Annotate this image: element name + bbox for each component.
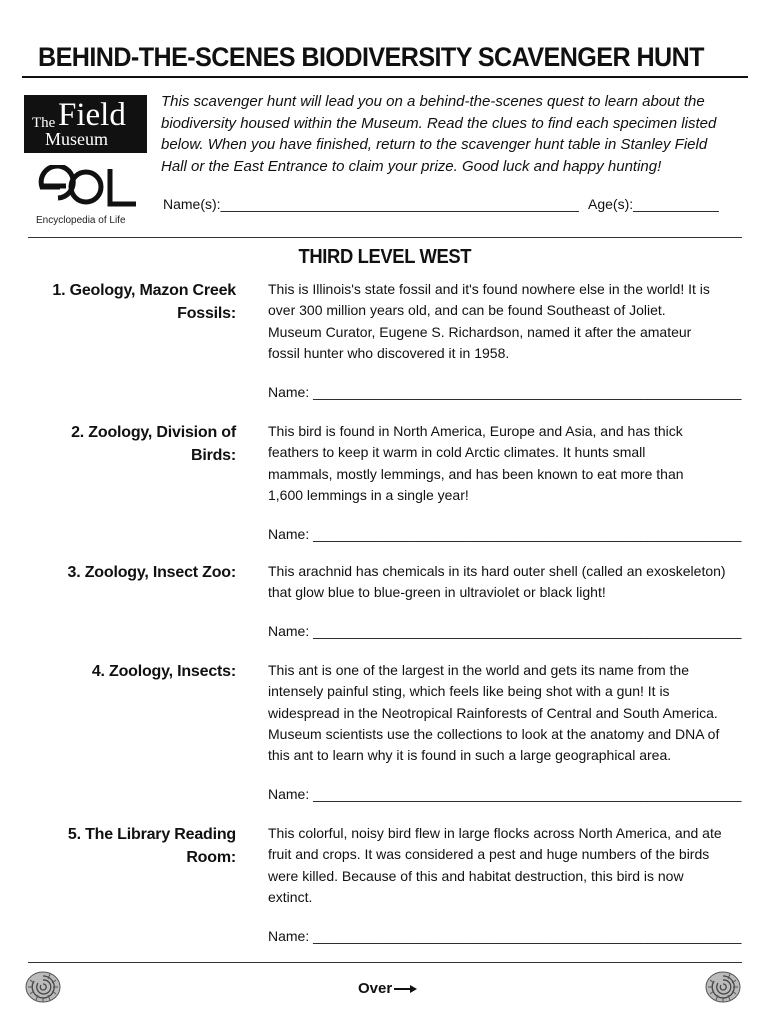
clue-line: extinct. [268,888,313,905]
clue-location-line: Birds: [190,447,236,464]
answer-field[interactable]: Name: _______________________________________________________ [268,526,742,542]
clue-text [268,823,763,908]
clue-line: This ant is one of the largest in the world and gets its name from the [268,662,689,678]
clue-location-line: Fossils: [177,305,236,322]
logo-the-text: The [32,115,56,131]
clue-line: fruit and crops. It was considered a pest and huge numbers of the birds [268,846,710,863]
names-field[interactable] [163,196,579,212]
intro-line: Hall or the East Entrance to claim your prize. Good luck and happy hunting! [161,157,662,175]
clue-location-line: 2. Zoology, Division of [71,424,236,441]
intro-line: biodiversity housed within the Museum. Read the clues to find each specimen listed [161,114,717,132]
ages-blank[interactable]: ___________ [633,196,719,212]
answer-field[interactable]: Name: _______________________________________________________ [268,623,742,639]
field-museum-logo [24,95,147,153]
clue-line: This arachnid has chemicals in its hard outer shell (called an exoskeleton) [268,563,726,579]
page-title: BEHIND-THE-SCENES BIODIVERSITY SCAVENGER HUNT [38,42,704,72]
intro-paragraph [161,91,761,177]
clue-location-line: 4. Zoology, Insects: [91,663,236,680]
over-label [358,980,418,997]
clue-line: mammals, mostly lemmings, and has been known to eat more than [268,465,684,482]
ammonite-shell-icon [704,970,742,1004]
logo-field-text: Field [58,97,126,133]
intro-line: below. When you have finished, return to the scavenger hunt table in Stanley Field [161,136,708,153]
clue-text [268,660,763,766]
answer-field[interactable]: Name: _______________________________________________________ [268,384,742,400]
clue-location [68,823,236,869]
clue-line: This bird is found in North America, Europe and Asia, and has thick [268,423,683,439]
arrow-right-icon [394,984,418,994]
clue-location-line: Room: [186,849,236,866]
title-divider [22,76,748,78]
clue-line: were killed. Because of this and habitat destruction, this bird is now [268,867,684,884]
ages-label: Age(s): [588,196,634,212]
clue-location [68,561,236,584]
section-title [0,246,770,269]
answer-field[interactable]: Name: _______________________________________________________ [268,928,742,944]
clue-line: this ant to learn why it is found in such a large geographical area. [268,747,672,764]
over-text: Over [358,980,393,997]
clue-line: Museum Curator, Eugene S. Richardson, named it after the amateur [268,323,692,340]
clue-line: This is Illinois's state fossil and it's found nowhere else in the world! It is [268,281,710,297]
clue-text [268,279,763,364]
clue-line: Museum scientists use the collections to look at the anatomy and DNA of [268,725,720,742]
clue-location [92,660,236,683]
clue-line: over 300 million years old, and can be found Southeast of Joliet. [268,302,666,319]
clue-text [268,421,763,506]
ages-field[interactable] [588,196,719,212]
clue-location-line: 1. Geology, Mazon Creek [52,282,236,299]
clue-location-line: 5. The Library Reading [67,826,236,843]
answer-field[interactable]: Name: _______________________________________________________ [268,786,742,802]
clue-line: widespread in the Neotropical Rainforests of Central and South America. [268,704,718,721]
ammonite-shell-icon [24,970,62,1004]
clue-line: This colorful, noisy bird flew in large flocks across North America, and ate [268,825,722,841]
clue-location-line: 3. Zoology, Insect Zoo: [67,564,236,581]
footer-divider [28,962,742,963]
clue-line: fossil hunter who discovered it in 1958. [268,344,510,361]
clue-location [52,279,236,325]
names-blank[interactable]: ______________________________________________ [220,196,579,212]
names-label: Name(s): [163,196,221,212]
clue-line: that glow blue to blue-green in ultraviolet or black light! [268,584,606,601]
clue-line: feathers to keep it warm in cold Arctic climates. It hunts small [268,444,646,461]
section-title-text: THIRD LEVEL WEST [298,246,472,268]
clue-line: 1,600 lemmings in a single year! [268,486,469,503]
clue-text [268,561,763,604]
clue-location [71,421,236,467]
intro-line: This scavenger hunt will lead you on a behind-the-scenes quest to learn about the [161,93,705,110]
logo-museum-text: Museum [45,129,108,149]
eol-subtitle: Encyclopedia of Life [36,215,126,226]
eol-logo [36,165,140,209]
clue-line: intensely painful sting, which feels like being shot with a gun! It is [268,683,670,700]
header-divider [28,237,742,238]
